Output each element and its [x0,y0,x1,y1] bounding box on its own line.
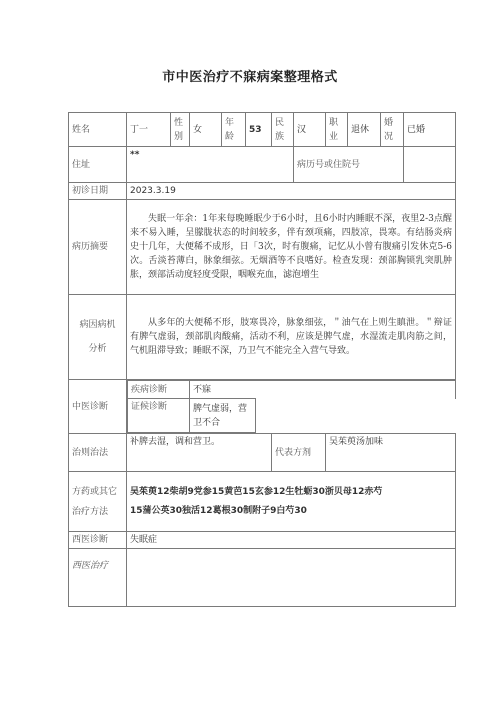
job-label: 职业 [326,113,348,147]
address-label: 住址 [69,147,127,183]
syndrome-diagnosis-empty [256,399,456,433]
pathogenesis-label-1: 病因病机 [79,320,116,330]
disease-diagnosis-empty [256,381,456,399]
tcm-diagnosis-label: 中医诊断 [69,380,127,434]
treatment-label: 治则治法 [69,434,127,472]
history-row [69,200,456,295]
prescription-label-2: 治疗方法 [72,506,109,517]
marriage-label: 婚况 [381,113,404,147]
western-treatment-row [69,549,456,607]
case-record-table [68,112,456,607]
western-diagnosis-value: 失眠症 [127,532,456,549]
syndrome-diagnosis-label: 证候诊断 [128,399,190,433]
treatment-value: 补脾去湿，调和营卫。 [127,434,272,472]
disease-diagnosis-label: 疾病诊断 [128,381,190,399]
prescription-text-cell [127,472,456,532]
record-number-value [404,147,456,183]
pathogenesis-label-cell [69,295,127,380]
western-treatment-label: 西医治疗 [69,549,127,607]
tcm-diagnosis-cell [127,380,456,434]
history-text-cell [127,200,456,295]
record-number-label: 病历号或住院号 [294,147,404,183]
personal-info-row [69,113,456,147]
disease-diagnosis-value: 不寐 [190,381,256,399]
history-text: 失眠一年余：1年来每晚睡眠少于6小时，且6小时内睡眠不深，夜里2-3点醒来不易入睡，呈朦胧状态的时间较多，伴有颈项痛，四肢凉，畏寒。有结肠炎病史十几年，大便稀不成形，日「3次，时有腹痛，记忆从小曾有腹痛引发休克5-6次。舌淡苔薄白，脉象细弦。无烟酒等不良嗜好。检查发现：颈部胸锁乳突肌肿胀，颈部活动度轻度受限，咽喉充血，滤泡增生 [130,214,453,280]
first-visit-row [69,183,456,200]
tcm-diagnosis-row [69,380,456,434]
treatment-row [69,434,456,472]
history-label: 病历摘要 [69,200,127,295]
pathogenesis-text-cell [127,295,456,380]
sex-label: 性别 [171,113,190,147]
western-diagnosis-label: 西医诊断 [69,532,127,549]
name-label: 姓名 [69,113,127,147]
nation-value: 汉 [294,113,326,147]
address-value: ** [127,147,294,183]
age-value: 53 [246,113,272,147]
first-visit-value: 2023.3.19 [127,183,456,200]
prescription-label-cell [69,472,127,532]
marriage-value: 已婚 [404,113,456,147]
address-row [69,147,456,183]
western-treatment-value [127,549,456,607]
name-value: 丁一 [127,113,171,147]
nation-label: 民族 [272,113,294,147]
sex-value: 女 [190,113,222,147]
pathogenesis-text: 从多年的大便稀不形，肢寒畏冷，脉象细弦，＂油气在上则生瞋泄。＂辩证有脾气虚弱，颈部肌肉酸痛，活动不利，应该是脾气虚，水湿流走肌肉筋之间，气机阻滞导致；睡眠不深，乃卫气不能完全入营气导致。 [130,318,453,356]
page-title: 市中医治疗不寐病案整理格式 [162,70,338,85]
western-diagnosis-row [69,532,456,549]
tcm-diagnosis-inner-table [127,380,456,433]
prescription-line-2: 15蒲公英30独活12葛根30制附子9白芍30 [130,505,307,516]
prescription-line-1: 吴茱萸12柴胡9党参15黄芭15玄参12生牡蛎30浙贝母12赤芍 [130,486,383,497]
job-value: 退休 [348,113,381,147]
formula-label: 代表方剂 [272,434,326,472]
pathogenesis-label-2: 分析 [88,344,107,354]
syndrome-diagnosis-value: 脾气虚弱，营卫不合 [190,399,256,433]
prescription-row [69,472,456,532]
prescription-label-1: 方药或其它 [72,486,118,497]
pathogenesis-row [69,295,456,380]
first-visit-label: 初诊日期 [69,183,127,200]
age-label: 年龄 [222,113,246,147]
formula-value: 吴茱萸汤加味 [326,434,456,472]
